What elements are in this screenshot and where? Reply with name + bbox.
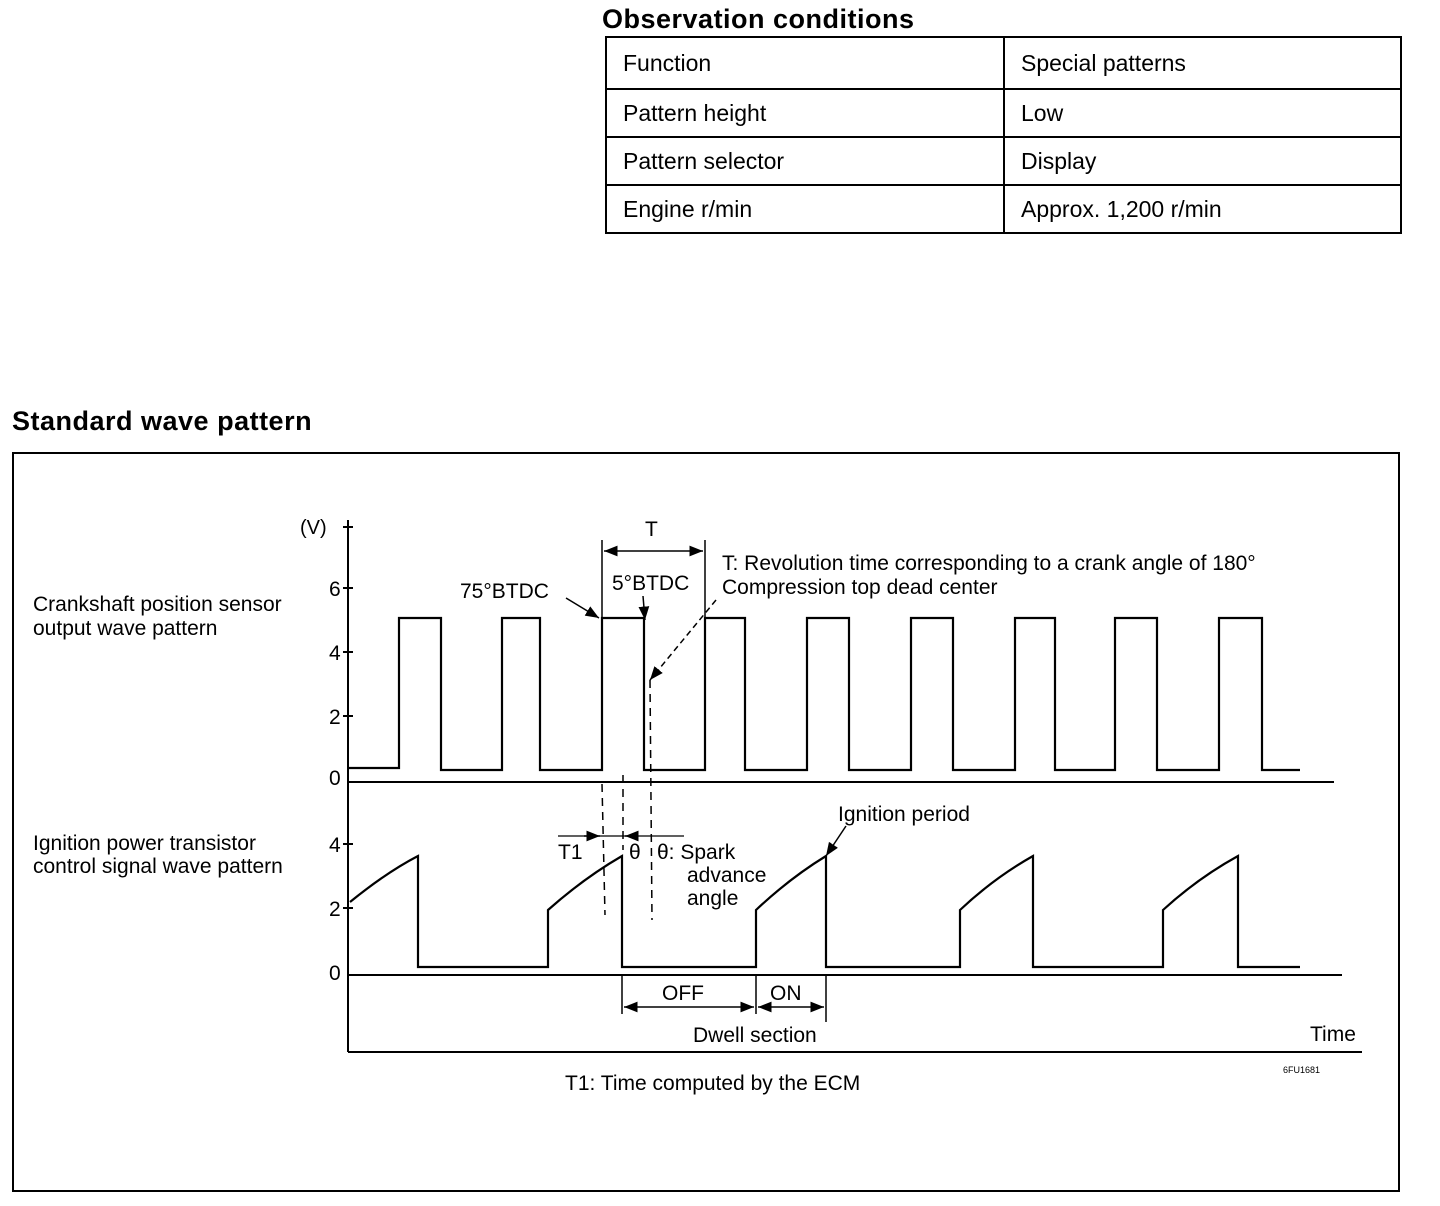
theta-label: θ: [629, 841, 641, 864]
ignition-wave: [350, 856, 1300, 967]
tick-label: 4: [329, 642, 341, 665]
condition-value: Display: [1004, 137, 1401, 185]
on-label: ON: [770, 982, 802, 1005]
condition-label: Pattern selector: [606, 137, 1004, 185]
condition-value: Approx. 1,200 r/min: [1004, 185, 1401, 233]
ignition-period-arrow: [826, 826, 846, 856]
t1-label: T1: [558, 841, 583, 864]
ignition-trace-label: Ignition power transistor: [33, 832, 256, 855]
tick-label: 2: [329, 898, 341, 921]
time-axis-label: Time: [1310, 1023, 1356, 1046]
crank-trace-label: output wave pattern: [33, 617, 218, 640]
off-label: OFF: [662, 982, 704, 1005]
tick-label: 6: [329, 578, 341, 601]
crank-wave: [348, 618, 1300, 770]
standard-wave-pattern-title: Standard wave pattern: [12, 406, 313, 436]
tdc-description: Compression top dead center: [722, 576, 998, 599]
ignition-trace-label: control signal wave pattern: [33, 855, 283, 878]
spark-advance-label: advance: [687, 864, 767, 887]
dwell-section-label: Dwell section: [693, 1024, 817, 1047]
spark-advance-label: θ: Spark: [657, 841, 736, 864]
btdc75-label: 75°BTDC: [460, 580, 549, 603]
crank-trace-label: Crankshaft position sensor: [33, 593, 282, 616]
btdc5-label: 5°BTDC: [612, 572, 690, 595]
figure-code: 6FU1681: [1283, 1065, 1321, 1075]
tick-label: 0: [329, 962, 341, 985]
tick-label: 4: [329, 834, 341, 857]
ignition-period-label: Ignition period: [838, 803, 970, 826]
observation-conditions-title: Observation conditions: [602, 4, 915, 34]
y-unit-label: (V): [300, 517, 327, 539]
condition-value: Low: [1004, 89, 1401, 137]
condition-label: Pattern height: [606, 89, 1004, 137]
t1-footnote: T1: Time computed by the ECM: [565, 1072, 861, 1095]
tick-label: 0: [329, 767, 341, 790]
btdc5-arrow: [643, 596, 645, 620]
condition-value: Special patterns: [1004, 37, 1401, 89]
condition-label: Function: [606, 37, 1004, 89]
condition-label: Engine r/min: [606, 185, 1004, 233]
tick-label: 2: [329, 706, 341, 729]
spark-advance-label: angle: [687, 887, 739, 910]
btdc75-arrow: [566, 598, 599, 618]
t-label: T: [645, 518, 658, 541]
t-description: T: Revolution time corresponding to a crank angle of 180°: [722, 552, 1256, 575]
